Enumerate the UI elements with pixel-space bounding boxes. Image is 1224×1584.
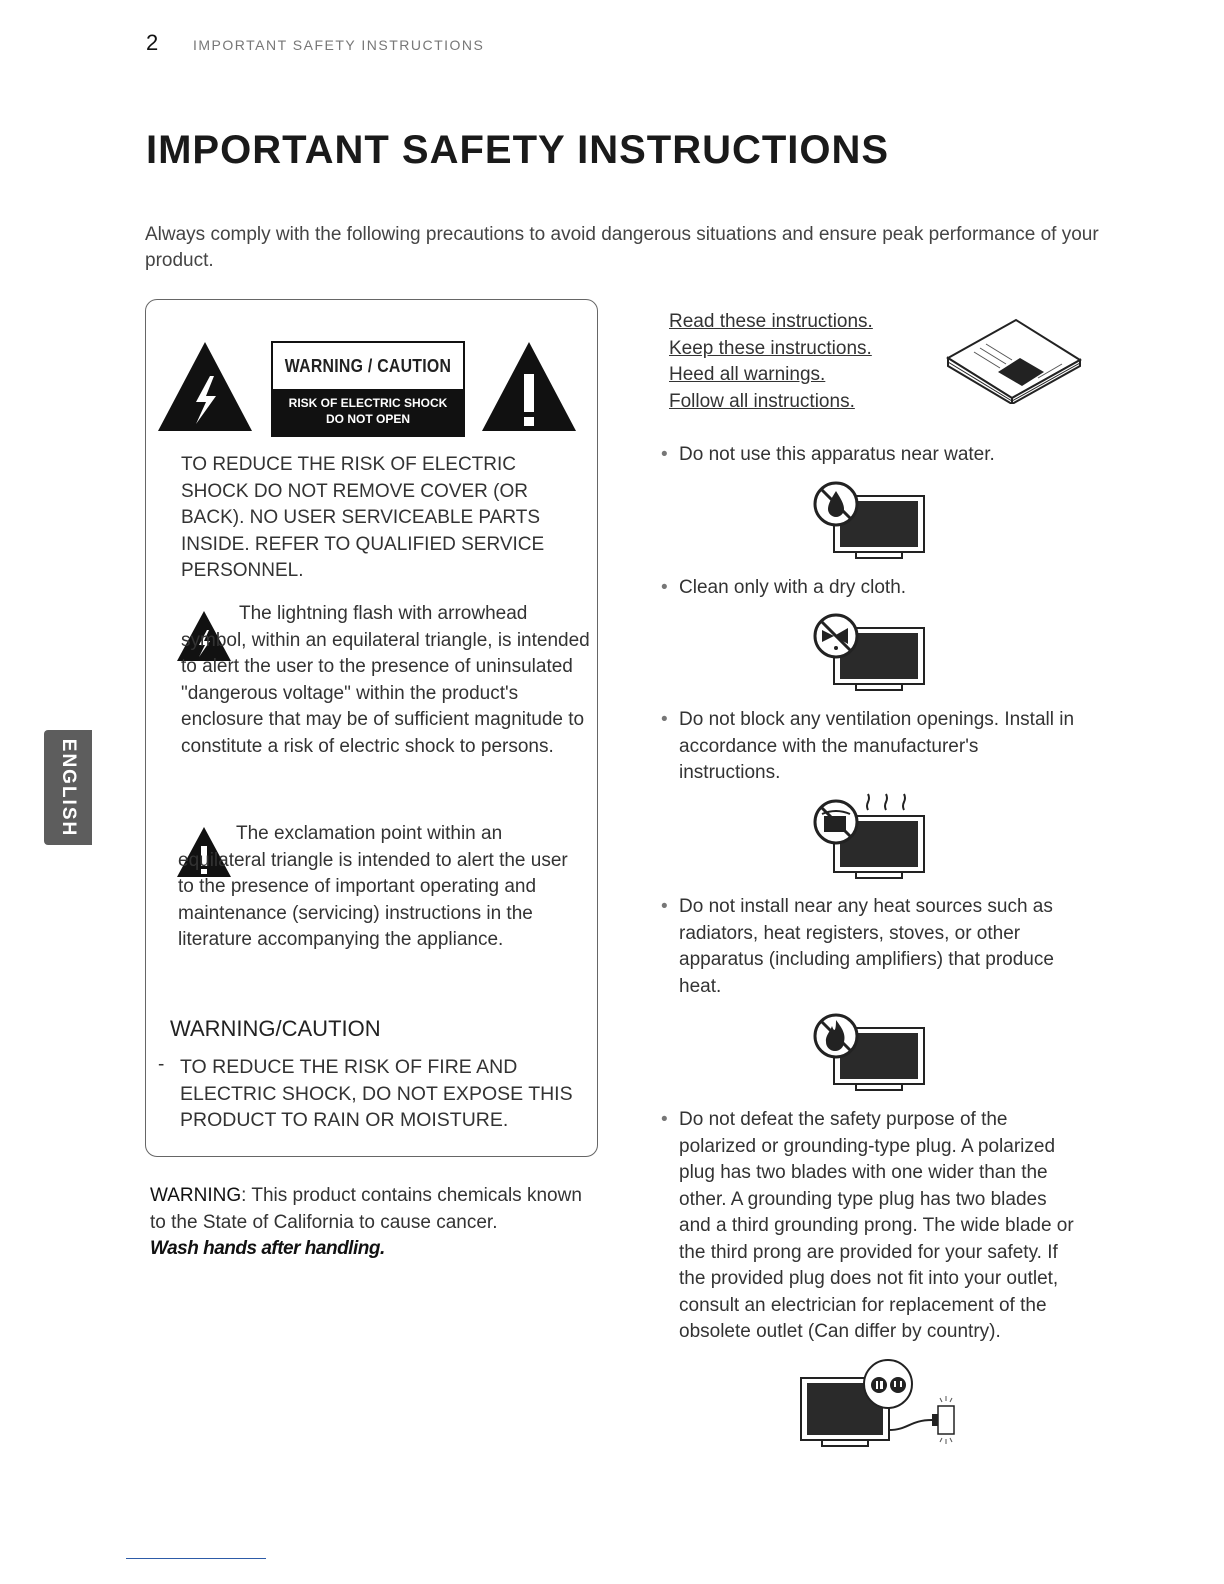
exclamation-symbol-text: The exclamation point within an equilateral triangle is intended to alert the user to the presence of important operating and maintenance (servicing) instructions in the literature accompanying the appliance. bbox=[178, 823, 568, 950]
tv-no-heat-icon bbox=[812, 1006, 928, 1092]
tv-plug-outlet-icon bbox=[798, 1358, 962, 1450]
tv-no-wet-cloth-icon bbox=[812, 606, 928, 692]
lightning-symbol-text: The lightning flash with arrowhead symbol, within an equilateral triangle, is intended to alert the user to the presence of uninsulated "dangerous voltage" within the product's enclosure that may be of sufficient magnitude to constitute a risk of electric shock to persons. bbox=[181, 603, 590, 757]
bullet-plug bbox=[661, 1107, 1091, 1352]
bullet-plug-text: Do not defeat the safety purpose of the polarized or grounding-type plug. A polarized plug has two blades with one wider than the other. A grounding type plug has two blades and a third grounding prong. The wide blade or the third prong are provided for your safety. If the provided plug does not fit into your outlet, consult an electrician for replacement of the obsolete outlet (Can differ by country). bbox=[679, 1109, 1074, 1342]
page-number: 2 bbox=[146, 30, 159, 55]
lightning-symbol-paragraph bbox=[181, 601, 591, 760]
warning-label-line-2: DO NOT OPEN bbox=[325, 412, 410, 426]
read-instructions-link: Read these instructions. bbox=[669, 311, 873, 332]
warning-label-line-1: RISK OF ELECTRIC SHOCK bbox=[288, 396, 448, 410]
prop65-warning bbox=[150, 1183, 600, 1263]
warning-label-bottom bbox=[273, 389, 463, 435]
bullet-dot: • bbox=[661, 444, 668, 465]
bullet-dot: • bbox=[661, 896, 668, 917]
language-tab[interactable] bbox=[44, 730, 92, 845]
prop65-text: : This product contains chemicals known to the State of California to cause cancer. bbox=[150, 1185, 582, 1233]
bullet-water bbox=[661, 442, 1091, 472]
bullet-cloth-text: Clean only with a dry cloth. bbox=[679, 577, 907, 598]
warning-caution-label bbox=[271, 341, 465, 437]
bullet-dot: • bbox=[661, 709, 668, 730]
fire-shock-warning-text: TO REDUCE THE RISK OF FIRE AND ELECTRIC SHOCK, DO NOT EXPOSE THIS PRODUCT TO RAIN OR MOISTURE. bbox=[180, 1056, 573, 1131]
tv-no-block-vent-icon bbox=[812, 790, 928, 880]
keep-instructions-link: Keep these instructions. bbox=[669, 337, 872, 359]
follow-instructions-link: Follow all instructions. bbox=[669, 390, 855, 412]
bullet-heat bbox=[661, 894, 1091, 1004]
prop65-emphasis: Wash hands after handling. bbox=[150, 1238, 385, 1259]
bullet-dot: • bbox=[661, 577, 668, 598]
running-header: IMPORTANT SAFETY INSTRUCTIONS bbox=[193, 37, 485, 53]
manual-book-icon bbox=[942, 318, 1084, 404]
exclamation-triangle-icon bbox=[480, 340, 578, 433]
footer-rule bbox=[126, 1558, 266, 1559]
bullet-heat-text: Do not install near any heat sources such as radiators, heat registers, stoves, or other apparatus (including amplifiers) that produce heat. bbox=[679, 896, 1054, 997]
core-instructions bbox=[669, 309, 873, 415]
page-title: IMPORTANT SAFETY INSTRUCTIONS bbox=[146, 128, 890, 172]
warning-label-top: WARNING / CAUTION bbox=[284, 355, 452, 376]
warning-caution-heading: WARNING/CAUTION bbox=[170, 1016, 381, 1041]
list-dash: - bbox=[158, 1054, 165, 1075]
language-tab-label: ENGLISH bbox=[58, 738, 79, 837]
bullet-ventilation bbox=[661, 707, 1091, 789]
bullet-dot: • bbox=[661, 1109, 668, 1130]
exclamation-symbol-paragraph bbox=[178, 821, 588, 954]
bullet-water-text: Do not use this apparatus near water. bbox=[679, 444, 995, 465]
bullet-ventilation-text: Do not block any ventilation openings. Install in accordance with the manufacturer's instructions. bbox=[679, 709, 1075, 783]
intro-paragraph: Always comply with the following precautions to avoid dangerous situations and ensure peak performance of your product. bbox=[145, 224, 1099, 271]
bullet-cloth bbox=[661, 575, 1091, 605]
prop65-label: WARNING bbox=[150, 1185, 242, 1206]
lightning-triangle-icon bbox=[156, 340, 254, 433]
heed-warnings-link: Heed all warnings. bbox=[669, 364, 826, 385]
service-warning-text: TO REDUCE THE RISK OF ELECTRIC SHOCK DO NOT REMOVE COVER (OR BACK). NO USER SERVICEABLE PARTS INSIDE. REFER TO QUALIFIED SERVICE PERSONNEL. bbox=[181, 454, 545, 581]
tv-no-water-icon bbox=[812, 474, 928, 560]
